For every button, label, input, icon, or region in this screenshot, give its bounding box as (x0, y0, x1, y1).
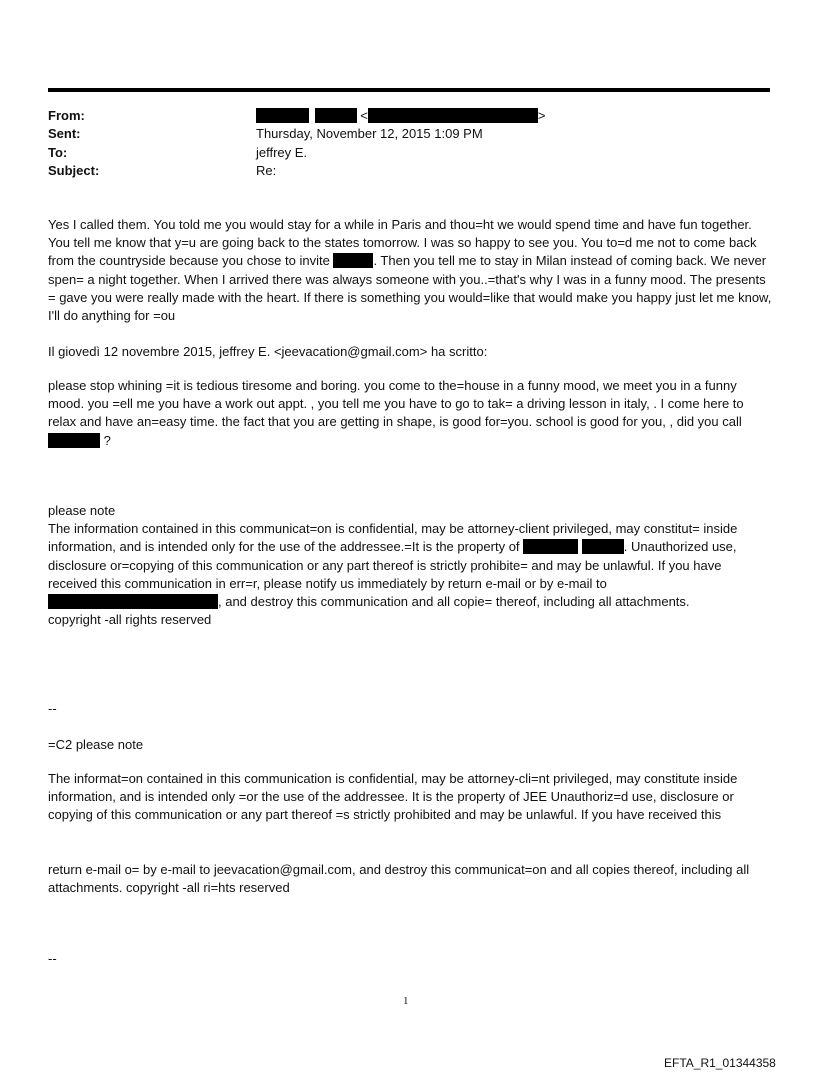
redaction-block (48, 594, 218, 609)
disclaimer-1-copyright: copyright -all rights reserved (48, 612, 212, 628)
disclaimer-1-text-b: . Unauthorized use, disclosure or=copying of this communication or any part thereof is strictly prohibite= and may be unlawful. If you have received this communication in err=r, please notify us immediately by return e-mail or by e-mail to (48, 539, 737, 591)
sent-label: Sent: (48, 126, 81, 141)
from-close-bracket: > (537, 108, 546, 123)
reply-text-a: Yes I called them. You told me you would stay for a while in Paris and thou=ht we would spend time and have fun together. You tell me know that y=u are going back to the states tomorrow. I was so happy to see you. You to=d me not to come back from the countryside because you chose to invite (48, 217, 757, 269)
redaction-block (333, 253, 373, 268)
redaction-block (368, 108, 538, 123)
document-id: EFTA_R1_01344358 (664, 1056, 776, 1070)
quote-attribution (48, 343, 773, 361)
disclaimer-3: return e-mail o= by e-mail to jeevacation@gmail.com, and destroy this communicat=on and all copies thereof, including all attachments. copyright -all ri=hts reserved (48, 862, 750, 896)
quoted-text-a: please stop whining =it is tedious tiresome and boring. you come to the=house in a funny mood, we meet you in a funny mood. you =ell me you have a work out appt. , you tell me you have to go to tak= a driving lesson in italy, . I come here to relax and have an=easy time. the fact that you are getting in shape, is good for=you. school is good for you, , did you call (48, 378, 744, 430)
reply-paragraph (48, 216, 773, 325)
disclaimer-1-text-a: The information contained in this communicat=on is confidential, may be attorney-client privileged, may constitut= inside information, and is intended only for the use of the addressee.=It is the property of (48, 521, 738, 555)
redaction-block (315, 108, 357, 123)
quoted-text-b: ? (100, 432, 111, 448)
quote-attribution-text: Il giovedì 12 novembre 2015, jeffrey E. <jeevacation@gmail.com> ha scritto: (48, 344, 488, 359)
page-number: 1 (403, 995, 409, 1007)
disclaimer-1-text-c: , and destroy this communication and all copie= thereof, including all attachments. (218, 594, 690, 610)
redaction-block (582, 539, 624, 554)
redaction-block (48, 433, 100, 448)
disclaimer-1 (48, 502, 773, 629)
to-value: jeffrey E. (256, 145, 308, 160)
header-rule (48, 88, 770, 92)
subject-label: Subject: (48, 163, 100, 178)
separator-1: -- (48, 701, 57, 716)
redaction-block (523, 539, 578, 554)
subject-value: Re: (256, 163, 277, 178)
reply-text-b: . Then you tell me to stay in Milan instead of coming back. We never spen= a night together. When I arrived there was always someone with you..=that's why I was in a funny mood. The presents = gave you were really made with the heart. If there is something you would=like that would make you happy just let me know, I'll do anything for =ou (48, 253, 772, 324)
from-value (256, 108, 545, 123)
from-open-bracket: < (360, 108, 368, 123)
c2-line: =C2 please note (48, 737, 144, 752)
to-label: To: (48, 145, 68, 160)
disclaimer-1-title: please note (48, 503, 116, 518)
disclaimer-2: The informat=on contained in this communication is confidential, may be attorney-cli=nt privileged, may constitute inside information, and is intended only =or the use of the addressee. It is the property of JEE Unauthoriz=d use, disclosure or copying of this communication or any part thereof =s strictly prohibited and may be unlawful. If you have received this (48, 771, 738, 823)
quoted-message (48, 377, 773, 450)
separator-2: -- (48, 951, 57, 966)
from-label: From: (48, 108, 85, 123)
redaction-block (256, 108, 309, 123)
sent-value: Thursday, November 12, 2015 1:09 PM (256, 126, 483, 141)
